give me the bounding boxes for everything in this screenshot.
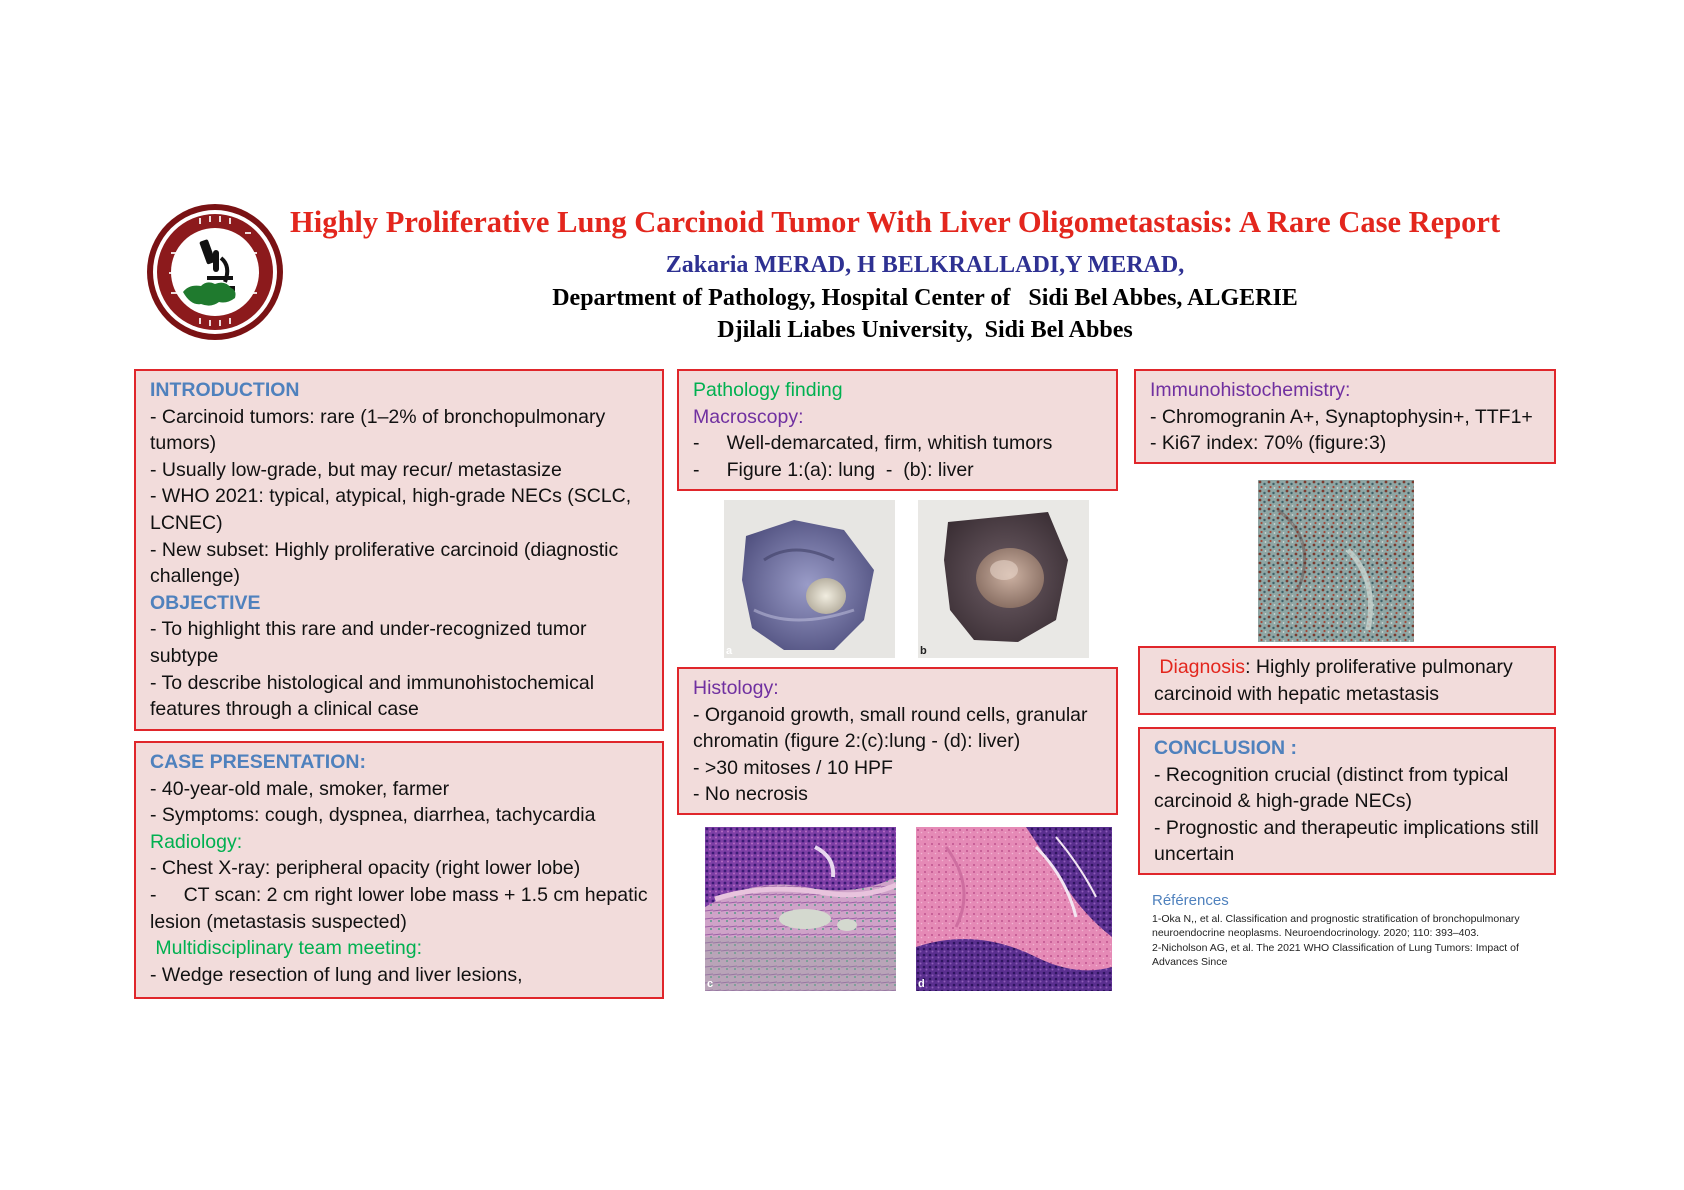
introduction-line: - Carcinoid tumors: rare (1–2% of bronchopulmonary tumors) [150, 405, 606, 455]
introduction-heading: INTRODUCTION [150, 379, 300, 401]
affiliation-university: Djilali Liabes University, Sidi Bel Abbes [717, 317, 1133, 343]
figure-1b-label: b [920, 645, 927, 657]
ihc-line: - Chromogranin A+, Synaptophysin+, TTF1+ [1150, 405, 1533, 428]
objective-heading: OBJECTIVE [150, 591, 261, 614]
microscope-seal-icon [145, 202, 285, 342]
reference-item: 1-Oka N,, et al. Classification and prognostic stratification of bronchopulmonary neuroendocrine neoplasms. Neuroendocrinology. 2020; 110: 393–403. [1152, 912, 1520, 940]
introduction-line: - New subset: Highly proliferative carcinoid (diagnostic challenge) [150, 538, 619, 588]
figure-2c-label: c [707, 978, 714, 990]
pathology-heading: Pathology finding [693, 379, 843, 401]
figure-1a-lung-gross [724, 500, 895, 658]
figure-2c-lung-histology [705, 827, 896, 991]
objective-line: - To highlight this rare and under-recognized tumor subtype [150, 618, 587, 667]
reference-item: 2-Nicholson AG, et al. The 2021 WHO Classification of Lung Tumors: Impact of Advances Since [1152, 941, 1519, 969]
radiology-line-ct [150, 882, 654, 935]
introduction-line: - WHO 2021: typical, atypical, high-grade NECs (SCLC, LCNEC) [150, 485, 632, 534]
objective-line: - To describe histological and immunohistochemical features through a clinical case [150, 671, 595, 721]
pathology-box [677, 369, 1118, 491]
figure-1b-liver-gross [918, 500, 1089, 658]
macroscopy-heading: Macroscopy: [693, 405, 804, 428]
author-list: Zakaria MERAD, H BELKRALLADI,Y MERAD, [665, 252, 1185, 278]
conclusion-heading: CONCLUSION : [1154, 737, 1297, 759]
figure-2d-label: d [918, 978, 925, 990]
poster-title: Highly Proliferative Lung Carcinoid Tumor With Liver Oligometastasis: A Rare Case Report [290, 205, 1501, 239]
case-presentation-box [134, 741, 664, 999]
histology-line: - Organoid growth, small round cells, granular chromatin (figure 2:(c):lung - (d): liver) [693, 703, 1088, 753]
radiology-line: - Chest X-ray: peripheral opacity (right lower lobe) [150, 857, 581, 880]
diagnosis-text [1154, 654, 1542, 707]
diagnosis-box [1138, 646, 1556, 715]
figure-3-ki67-stain [1258, 480, 1414, 642]
histology-box [677, 667, 1118, 815]
conclusion-line: - Prognostic and therapeutic implications still uncertain [1154, 816, 1539, 866]
institution-logo [145, 202, 285, 342]
macroscopy-line: - Well-demarcated, firm, whitish tumors [693, 432, 1053, 455]
macroscopy-line: - Figure 1:(a): lung - (b): liver [693, 458, 974, 481]
conclusion-line: - Recognition crucial (distinct from typical carcinoid & high-grade NECs) [1154, 763, 1509, 813]
introduction-box [134, 369, 664, 731]
references-section [1152, 894, 1562, 970]
mdt-line: - Wedge resection of lung and liver lesions, [150, 963, 523, 986]
references-heading: Références [1152, 892, 1229, 909]
introduction-line: - Usually low-grade, but may recur/ metastasize [150, 458, 562, 481]
histology-line: - >30 mitoses / 10 HPF [693, 756, 893, 779]
mdt-heading: Multidisciplinary team meeting: [150, 937, 423, 960]
radiology-heading: Radiology: [150, 830, 243, 853]
ihc-heading: Immunohistochemistry: [1150, 379, 1351, 401]
immunohistochemistry-box [1134, 369, 1556, 464]
diagnosis-statement: : Highly proliferative pulmonary carcinoid with hepatic metastasis [1154, 656, 1513, 705]
figure-1a-label: a [726, 645, 733, 657]
case-heading: CASE PRESENTATION: [150, 751, 366, 773]
affiliation-department: Department of Pathology, Hospital Center of Sidi Bel Abbes, ALGERIE [552, 285, 1298, 311]
case-line: - Symptoms: cough, dyspnea, diarrhea, tachycardia [150, 804, 596, 827]
ihc-line: - Ki67 index: 70% (figure:3) [1150, 432, 1387, 455]
case-line: - 40-year-old male, smoker, farmer [150, 777, 450, 800]
histology-line: - No necrosis [693, 783, 808, 806]
histology-heading: Histology: [693, 677, 779, 699]
figure-2d-liver-histology [916, 827, 1112, 991]
radiology-line-ct-text: - CT scan: 2 cm right lower lobe mass + 1.5 cm hepatic lesion (metastasis suspected) [150, 883, 654, 933]
diagnosis-heading: Diagnosis [1159, 656, 1246, 678]
conclusion-box [1138, 727, 1556, 875]
